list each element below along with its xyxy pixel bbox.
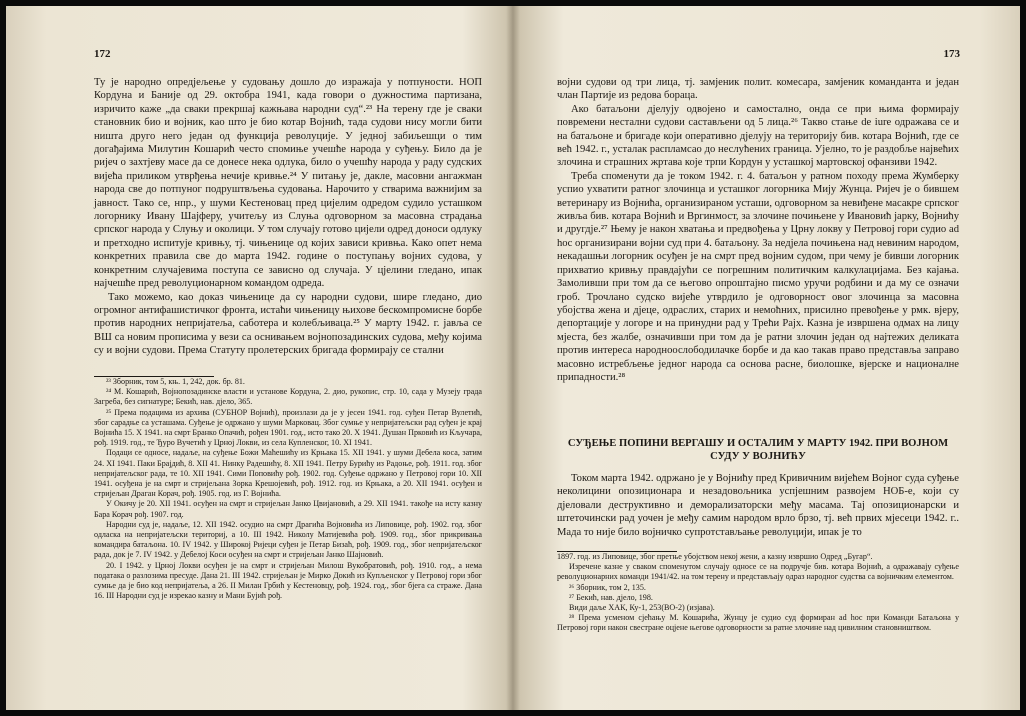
book-gutter <box>506 6 520 710</box>
right-body-continued <box>557 472 959 539</box>
book-spread <box>6 6 1020 710</box>
paragraph: Треба споменути да је током 1942. г. 4. батаљон у ратном походу према Жумберку успио ухватити ратног злочинца и усташког логорника Мију Жунца. Ријеч је о бившем ветеринару из Војнића, организираном усташи, одговорном за невиђене масакре српског живља бив. котара Војнић и Вргинмост, за злочине почињене у Ивановић јарку, Војнићу и другдје.²⁷ Њему је након хватања и предвођења у Црну локву у Петровој гори судио ad hoc организирани војни суд при 4. батаљону. За недјела почињена над невиним народом, некадашњи логорник осуђен је на смрт пред војним судом, при чему је бивши логорник прихватио кривњу правдајући се погрешним политичким калкулацијама. Без кајања. Замоливши при том да се његово опроштајно писмо уручи родбини и да му се означи гроб. Трочлано судско вијеће утврдило је одговорност овог злочинца за масовна убојства жена и дјеце, одраслих, старих и немоћних, присилно превођење у рмк. вјеру, депортације у логоре и на принудни рад у Трећи Рајх. Казна је извршена одмах на лицу мјеста, без жалбе, означивши при том да је ратни злочин један од најтежих деликата против интереса народноослободилачке борбе и да као такав право представља заправо масовно истребљење једног народа са основа расне, биолошке, вјерске и националне припадности.²⁸ <box>557 170 959 383</box>
footnote: Подаци се односе, надаље, на суђење Божи Маћешићу из Крњака 15. XII 1941. у шуми Дебела коса, затим 24. XI 1941. Паки Брајдић, 8. XII 41. Нинку Радешићу, 8. XII 1941. Петру Бурићу из Радоње, рођ. 1911. год. због непријатељског рада, те 10. XII 1941. Сими Поповићу рођ. 1902. год. Суђење одржано у Петровој гори 10. XII 1941. осуђена је на смрт и стријељана Зорка Крешојевић, рођ. 1912. год. из Крњака, а 20. XII 1941. осуђен и стријељан Драган Корач, рођ. 1905. год. из Г. Војнића. <box>94 448 482 499</box>
footnote: ²⁴ М. Кошарић, Војнопозадинске власти и установе Кордуна, 2. дио, рукопис, стр. 10, сада у Музеју града Загреба, без сигнатуре; Бекић, нав. дјело, 365. <box>94 387 482 407</box>
left-footnotes <box>94 376 482 601</box>
footnote: 20. I 1942. у Црној Локви осуђен је на смрт и стријељан Милош Вукобратовић, рођ. 1910. год., а нема података о разлозима пресуде. Дана 21. III 1942. стријељан је Мирко Докић из Купљенског у Петровој гори због сумње да је био код непријатеља, а 26. II Милан Грбић у Кестеновцу, рођ. 1924. год., због бјега са страже. Дана 16. III Народни суд је изрекао казну и Мани Бујић рођ. <box>94 560 482 601</box>
footnote: Види даље ХАК, Ку-1, 253(ВО-2) (изјава). <box>569 603 715 613</box>
paragraph: Током марта 1942. одржано је у Војнићу пред Кривичним вијећем Војног суда суђење неколицини опозиционара и незадовољника успјешним развојем НОБ-е, који су дјеловали деструктивно и деморализаторски међу масама. Тај опозиционарски и штеточински рад уочен је међу самим народом врло брзо, тј. већ првих мјесеци 1942. г.. Мада то није било војничко супротстављање револуцији, ипак је то <box>557 473 959 538</box>
left-body <box>94 76 482 358</box>
footnote: Изречене казне у сваком споменутом случају односе се на подручје бив. котара Војнић, а одражавају суђење револуционарних команди 1941/42. на том терену и представљају одраз народног судства са војничким елементом. <box>557 562 959 582</box>
right-body <box>557 76 959 384</box>
footnote: 1897. год. из Липовице, због претње убојством некој жени, а казну извршио Одред „Бугар“. <box>557 552 873 561</box>
left-page <box>6 6 513 710</box>
paragraph: Ако батаљони дјелују одвојено и самостално, онда се при њима формирају повремени нестални судови састављени од 5 лица.²⁶ Такво стање de iure одражава се и на батаљоне и бригаде који оперативно дјелују на територију бив. котара Војнић, где се већ 1942. г., усталак распламсао до неслућених граница. Ујелно, то је раздобље највећих злочина и страшних жртава које трпи Кордун у усташкој мартовској офанзиви 1942. <box>557 103 959 169</box>
page-number-right: 173 <box>943 48 960 60</box>
footnote: ²⁸ Према усменом сјећању М. Кошарића, Жунцу је судио суд формиран ad hoc при Команди Батаљона у Петровој гори након свестране оцјене његове одговорности за ратне злочине над цивилним становништвом. <box>557 613 959 633</box>
paragraph: Ту је народно опредјељење у судовању дошло до изражаја у потпуности. НОП Кордуна и Баније од 29. октобра 1941, када говори о дужностима партизана, изричито каже „да сваки прекршај кажњава народни суд“.²³ На терену где је сваки становник био и војник, као што је био котар Војнић, тада судови нису могли бити ништа друго него један од функција револуције. У једној забиљешци о тим догађајима Милутин Кошарић често спомиње учешће народа у суђењу. Било да је ријеч о захтјеву масе да се донесе нека одлука, било о учешћу народа у раду судских вијећа приликом утврђења нечије кривње.²⁴ У питању је, дакле, масовни ангажман народа све до потпуног подруштвљења судовања. Нарочито у стварима важнијим за јавност. Тако се, нпр., у шуми Кестеновац пред цијелим одредом судило усташком логорнику Ивану Шајферу, учитељу из Слуња одговорном за масовна страдања српског народа у Слуњу и околици. У том случају готово цијели одред доноси одлуку и претходно испитује кривњу, тј. чињенице од којих зависи кривња. Како опет нема конкретних правила све до марта 1942. године о поступању војних судова, у конкретним случајевима поступа се зависно од случаја. У цјелини гледано, ипак најчешће пред револуционарном командом одреда. <box>94 77 482 290</box>
footnote: ²⁷ Бекић, нав. дјело, 198. <box>569 592 653 602</box>
footnote: ²⁵ Према подацима из архива (СУБНОР Војнић), произлази да је у јесен 1941. год. суђен Петар Вулетић, због сарадње са усташама. Суђење је одржано у шуми Марковац. Због сумње у непријатељски рад суђен је крај Војнића 15. X 1941. на смрт Бранко Опачић, рођен 1901. год., исто тако 20. X 1941. Душан Прковић из Кључара, рођ. 1919. год., те Ђуро Вучетић у Црној Локви, из села Купленског, 10. XI 1941. <box>94 407 483 448</box>
footnote: У Окичу је 20. XII 1941. осуђен на смрт и стријељан Јанко Цвијановић, а 29. XII 1941. такође на исту казну Бара Корач рођ. 1907. год. <box>94 499 482 519</box>
footnote: ²³ Зборник, том 5, књ. 1, 242, док. бр. 81. <box>106 377 245 386</box>
footnote: Народни суд је, надаље, 12. XII 1942. осудио на смрт Драгића Војновића из Липовице, рођ. 1902. год. због одласка на непријатељски териториј, а 10. III 1942. Николу Матијевића рођ. 1909. год., због прикривања командира батаљона. 10. IV 1942. у Широкој Ријеци суђен је Петар Бизаћ, рођ. 1909. год., због непријатељског рада, док је 7. IV 1942. у Дебелој Коси осуђен на смрт и стријељан Јанко Шајновић. <box>94 519 482 560</box>
right-footnotes <box>557 551 959 634</box>
paragraph: војни судови од три лица, тј. замјеник полит. комесара, замјеник команданта и један члан Партије из редова бораца. <box>557 77 959 102</box>
page-number-left: 172 <box>94 48 111 60</box>
section-heading: СУЂЕЊЕ ПОПИНИ ВЕРГАШУ И ОСТАЛИМ У МАРТУ 1942. ПРИ ВОЈНОМ СУДУ У ВОЈНИЋУ <box>567 438 949 463</box>
footnote: ²⁶ Зборник, том 2, 135. <box>569 582 646 592</box>
right-page <box>513 6 1020 710</box>
paragraph: Тако можемо, као доказ чињенице да су народни судови, шире гледано, дио огромног антифашистичког фронта, истаћи чињеницу њихове бескомпромисне борбе против народних непријатеља, саботера и колебљиваца.²⁵ У марту 1942. г. јавља се ВШ са новим прописима у вези са оснивањем војнопозадинских судова, међу којима су и војни судови. Према Статуту пролетерских бригада формирају се стални <box>94 291 482 357</box>
